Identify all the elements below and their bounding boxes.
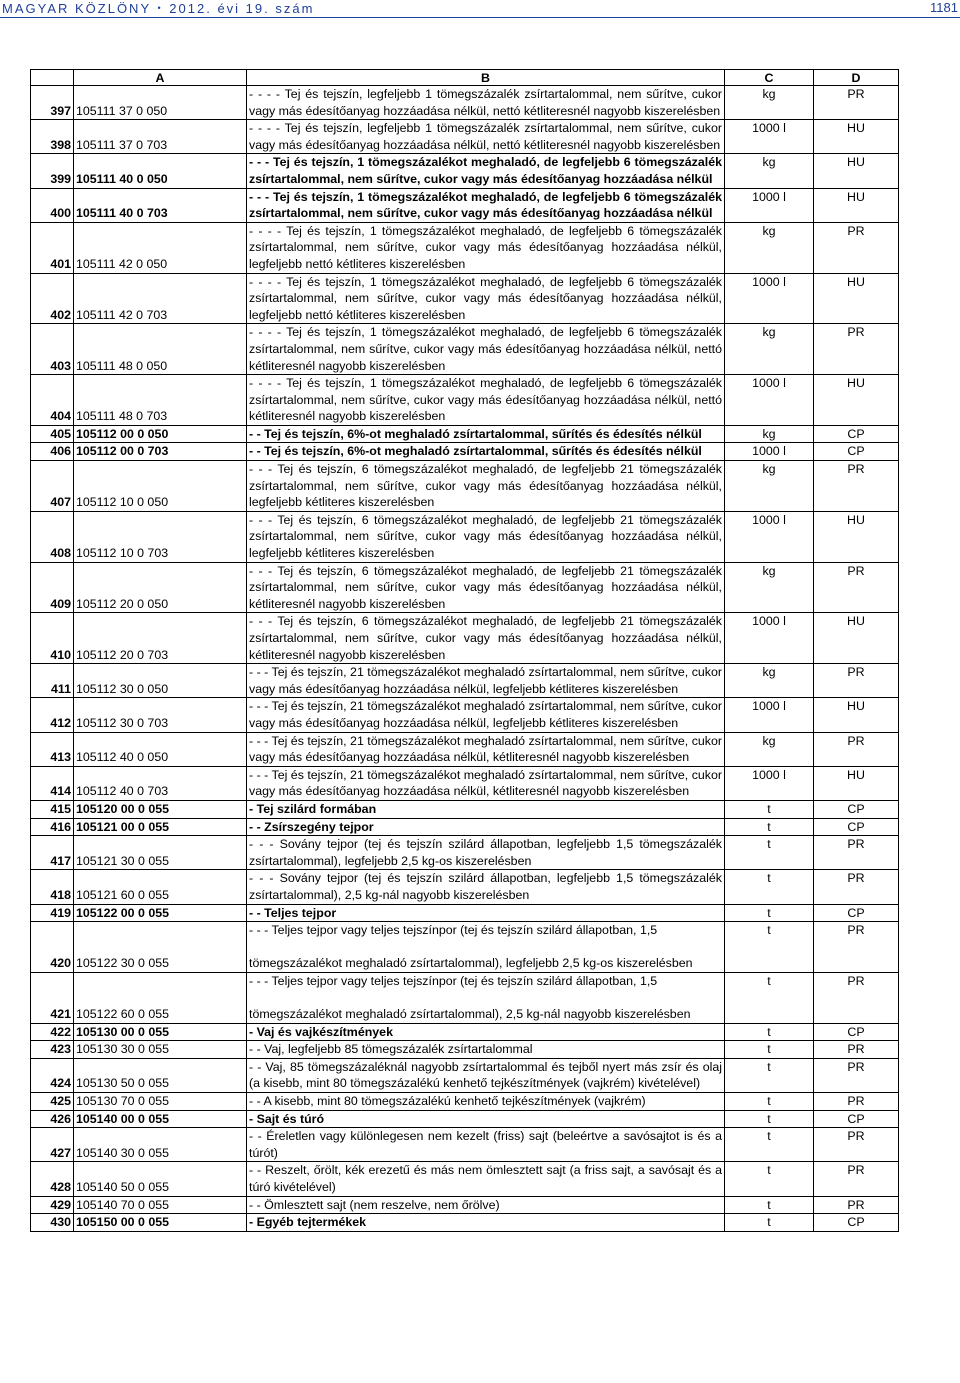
product-code: 105112 00 0 050 bbox=[74, 425, 247, 443]
product-code: 105111 37 0 703 bbox=[74, 120, 247, 154]
row-number: 424 bbox=[31, 1058, 74, 1092]
product-code: 105112 40 0 703 bbox=[74, 766, 247, 800]
product-description: - - - - Tej és tejszín, legfeljebb 1 tömegszázalék zsírtartalommal, nem sűrítve, cukor vagy más édesítőanyag hozzáadása nélkül, nettó kétliteresnél nagyobb kiszerelésben bbox=[247, 120, 725, 154]
unit-of-measure: t bbox=[725, 1041, 814, 1059]
journal-name: MAGYAR KÖZLÖNY bbox=[2, 1, 151, 16]
row-number: 416 bbox=[31, 818, 74, 836]
table-row bbox=[31, 1110, 899, 1128]
unit-of-measure: 1000 l bbox=[725, 698, 814, 732]
classification-code: HU bbox=[814, 375, 899, 426]
row-number: 407 bbox=[31, 461, 74, 512]
unit-of-measure: 1000 l bbox=[725, 120, 814, 154]
row-number: 417 bbox=[31, 836, 74, 870]
unit-of-measure: t bbox=[725, 1093, 814, 1111]
table-row bbox=[31, 375, 899, 426]
unit-of-measure: t bbox=[725, 904, 814, 922]
description-line-1: - - - Teljes tejpor vagy teljes tejszínpor (tej és tejszín szilárd állapotban, 1,5 bbox=[249, 923, 658, 938]
unit-of-measure: kg bbox=[725, 461, 814, 512]
classification-code: HU bbox=[814, 511, 899, 562]
product-table bbox=[30, 69, 899, 1232]
classification-code: HU bbox=[814, 273, 899, 324]
table-row bbox=[31, 613, 899, 664]
classification-code: PR bbox=[814, 1093, 899, 1111]
row-number: 402 bbox=[31, 273, 74, 324]
product-description bbox=[247, 922, 725, 973]
row-number: 412 bbox=[31, 698, 74, 732]
product-description: - Vaj és vajkészítmények bbox=[247, 1023, 725, 1041]
unit-of-measure: 1000 l bbox=[725, 273, 814, 324]
classification-code: PR bbox=[814, 1041, 899, 1059]
unit-of-measure: 1000 l bbox=[725, 375, 814, 426]
row-number: 405 bbox=[31, 425, 74, 443]
product-description: - - - Tej és tejszín, 21 tömegszázalékot meghaladó zsírtartalommal, nem sűrítve, cukor vagy más édesítőanyag hozzáadása nélkül, legfeljebb kétliteres kiszerelésben bbox=[247, 698, 725, 732]
product-code: 105112 20 0 050 bbox=[74, 562, 247, 613]
unit-of-measure: t bbox=[725, 1023, 814, 1041]
unit-of-measure: t bbox=[725, 800, 814, 818]
product-description: - - A kisebb, mint 80 tömegszázalékú kenhető tejkészítmények (vajkrém) bbox=[247, 1093, 725, 1111]
classification-code: PR bbox=[814, 972, 899, 1023]
product-description: - - Ömlesztett sajt (nem reszelve, nem őrölve) bbox=[247, 1196, 725, 1214]
product-description bbox=[247, 972, 725, 1023]
product-code: 105112 30 0 703 bbox=[74, 698, 247, 732]
row-number: 413 bbox=[31, 732, 74, 766]
product-description: - - - Tej és tejszín, 6 tömegszázalékot meghaladó, de legfeljebb 21 tömegszázalék zsírtartalommal, nem sűrítve, cukor vagy más édesítőanyag hozzáadása nélkül, kétliteresnél nagyobb kiszerelésben bbox=[247, 613, 725, 664]
column-header-a: A bbox=[74, 70, 247, 86]
description-spacer bbox=[249, 939, 722, 956]
unit-of-measure: kg bbox=[725, 154, 814, 188]
product-code: 105140 30 0 055 bbox=[74, 1128, 247, 1162]
unit-of-measure: kg bbox=[725, 664, 814, 698]
product-code: 105112 00 0 703 bbox=[74, 443, 247, 461]
unit-of-measure: 1000 l bbox=[725, 188, 814, 222]
product-description: - - Éreletlen vagy különlegesen nem kezelt (friss) sajt (beleértve a savósajtot is és a túrót) bbox=[247, 1128, 725, 1162]
description-line-1: - - - Teljes tejpor vagy teljes tejszínpor (tej és tejszín szilárd állapotban, 1,5 bbox=[249, 973, 658, 988]
unit-of-measure: t bbox=[725, 1110, 814, 1128]
table-row bbox=[31, 1023, 899, 1041]
classification-code: PR bbox=[814, 1162, 899, 1196]
product-code: 105112 40 0 050 bbox=[74, 732, 247, 766]
unit-of-measure: t bbox=[725, 836, 814, 870]
separator-dot: • bbox=[157, 3, 163, 13]
product-description: - - - Sovány tejpor (tej és tejszín szilárd állapotban, legfeljebb 1,5 tömegszázalék zsírtartalommal), legfeljebb 2,5 kg-os kiszerelésben bbox=[247, 836, 725, 870]
product-code: 105111 48 0 050 bbox=[74, 324, 247, 375]
product-code: 105121 30 0 055 bbox=[74, 836, 247, 870]
unit-of-measure: 1000 l bbox=[725, 613, 814, 664]
product-code: 105140 00 0 055 bbox=[74, 1110, 247, 1128]
row-number: 429 bbox=[31, 1196, 74, 1214]
product-code: 105122 30 0 055 bbox=[74, 922, 247, 973]
classification-code: CP bbox=[814, 425, 899, 443]
product-description: - - - Tej és tejszín, 1 tömegszázalékot meghaladó, de legfeljebb 6 tömegszázalék zsírtartalommal, nem sűrítve, cukor vagy más édesítőanyag hozzáadása nélkül bbox=[247, 154, 725, 188]
row-number: 418 bbox=[31, 870, 74, 904]
classification-code: CP bbox=[814, 1110, 899, 1128]
table-row bbox=[31, 836, 899, 870]
product-description: - - - Sovány tejpor (tej és tejszín szilárd állapotban, legfeljebb 1,5 tömegszázalék zsírtartalommal), 2,5 kg-nál nagyobb kiszerelésben bbox=[247, 870, 725, 904]
table-row bbox=[31, 1162, 899, 1196]
row-number: 430 bbox=[31, 1214, 74, 1232]
table-row bbox=[31, 120, 899, 154]
unit-of-measure: t bbox=[725, 1058, 814, 1092]
table-row bbox=[31, 154, 899, 188]
table-row bbox=[31, 800, 899, 818]
table-row bbox=[31, 698, 899, 732]
classification-code: PR bbox=[814, 836, 899, 870]
product-code: 105122 60 0 055 bbox=[74, 972, 247, 1023]
description-line-2: tömegszázalékot meghaladó zsírtartalommal), 2,5 kg-nál nagyobb kiszerelésben bbox=[249, 1007, 691, 1022]
product-description: - Sajt és túró bbox=[247, 1110, 725, 1128]
product-code: 105121 60 0 055 bbox=[74, 870, 247, 904]
unit-of-measure: kg bbox=[725, 732, 814, 766]
unit-of-measure: 1000 l bbox=[725, 511, 814, 562]
product-code: 105140 70 0 055 bbox=[74, 1196, 247, 1214]
table-row bbox=[31, 1093, 899, 1111]
table-row bbox=[31, 1196, 899, 1214]
product-code: 105112 10 0 050 bbox=[74, 461, 247, 512]
table-row bbox=[31, 922, 899, 973]
product-description: - - Reszelt, őrölt, kék erezetű és más nem ömlesztett sajt (a friss sajt, a savósajt és a túró kivételével) bbox=[247, 1162, 725, 1196]
journal-title bbox=[2, 0, 314, 17]
product-code: 105112 20 0 703 bbox=[74, 613, 247, 664]
unit-of-measure: 1000 l bbox=[725, 766, 814, 800]
product-description: - - - Tej és tejszín, 6 tömegszázalékot meghaladó, de legfeljebb 21 tömegszázalék zsírtartalommal, nem sűrítve, cukor vagy más édesítőanyag hozzáadása nélkül, kétliteresnél nagyobb kiszerelésben bbox=[247, 562, 725, 613]
column-header-row bbox=[31, 70, 899, 86]
row-number: 410 bbox=[31, 613, 74, 664]
row-number: 406 bbox=[31, 443, 74, 461]
row-number: 428 bbox=[31, 1162, 74, 1196]
product-description: - - - - Tej és tejszín, 1 tömegszázalékot meghaladó, de legfeljebb 6 tömegszázalék zsírtartalommal, nem sűrítve, cukor vagy más édesítőanyag hozzáadása nélkül, nettó kétliteresnél nagyobb kiszerelésben bbox=[247, 375, 725, 426]
classification-code: CP bbox=[814, 1214, 899, 1232]
classification-code: PR bbox=[814, 732, 899, 766]
row-number: 414 bbox=[31, 766, 74, 800]
table-row bbox=[31, 1214, 899, 1232]
row-number: 419 bbox=[31, 904, 74, 922]
row-number: 408 bbox=[31, 511, 74, 562]
table-row bbox=[31, 188, 899, 222]
unit-of-measure: 1000 l bbox=[725, 443, 814, 461]
classification-code: PR bbox=[814, 922, 899, 973]
unit-of-measure: t bbox=[725, 1196, 814, 1214]
unit-of-measure: kg bbox=[725, 222, 814, 273]
table-row bbox=[31, 86, 899, 120]
classification-code: HU bbox=[814, 613, 899, 664]
product-code: 105120 00 0 055 bbox=[74, 800, 247, 818]
product-code: 105111 48 0 703 bbox=[74, 375, 247, 426]
row-number: 425 bbox=[31, 1093, 74, 1111]
classification-code: HU bbox=[814, 766, 899, 800]
product-description: - - Teljes tejpor bbox=[247, 904, 725, 922]
product-description: - - Vaj, 85 tömegszázaléknál nagyobb zsírtartalommal és tejből nyert más zsír és olaj (a kisebb, mint 80 tömegszázalékú kenhető tejkészítmények (vajkrém) kivételével) bbox=[247, 1058, 725, 1092]
classification-code: PR bbox=[814, 664, 899, 698]
page-header bbox=[0, 0, 960, 20]
product-description: - - - Tej és tejszín, 6 tömegszázalékot meghaladó, de legfeljebb 21 tömegszázalék zsírtartalommal, nem sűrítve, cukor vagy más édesítőanyag hozzáadása nélkül, legfeljebb kétliteres kiszerelésben bbox=[247, 461, 725, 512]
row-number: 423 bbox=[31, 1041, 74, 1059]
product-description: - Egyéb tejtermékek bbox=[247, 1214, 725, 1232]
table-row bbox=[31, 273, 899, 324]
unit-of-measure: t bbox=[725, 972, 814, 1023]
unit-of-measure: t bbox=[725, 1162, 814, 1196]
product-description: - - - - Tej és tejszín, 1 tömegszázalékot meghaladó, de legfeljebb 6 tömegszázalék zsírtartalommal, nem sűrítve, cukor vagy más édesítőanyag hozzáadása nélkül, nettó kétliteresnél nagyobb kiszerelésben bbox=[247, 324, 725, 375]
product-code: 105121 00 0 055 bbox=[74, 818, 247, 836]
product-description: - Tej szilárd formában bbox=[247, 800, 725, 818]
table-row bbox=[31, 1128, 899, 1162]
product-description: - - Zsírszegény tejpor bbox=[247, 818, 725, 836]
unit-of-measure: t bbox=[725, 818, 814, 836]
classification-code: PR bbox=[814, 86, 899, 120]
product-description: - - Vaj, legfeljebb 85 tömegszázalék zsírtartalommal bbox=[247, 1041, 725, 1059]
row-number: 400 bbox=[31, 188, 74, 222]
product-code: 105130 30 0 055 bbox=[74, 1041, 247, 1059]
classification-code: CP bbox=[814, 904, 899, 922]
unit-of-measure: t bbox=[725, 1214, 814, 1232]
product-description: - - - Tej és tejszín, 1 tömegszázalékot meghaladó, de legfeljebb 6 tömegszázalék zsírtartalommal, nem sűrítve, cukor vagy más édesítőanyag hozzáadása nélkül bbox=[247, 188, 725, 222]
product-description: - - Tej és tejszín, 6%-ot meghaladó zsírtartalommal, sűrítés és édesítés nélkül bbox=[247, 425, 725, 443]
product-code: 105111 40 0 703 bbox=[74, 188, 247, 222]
column-header-blank bbox=[31, 70, 74, 86]
product-description: - - - Tej és tejszín, 21 tömegszázalékot meghaladó zsírtartalommal, nem sűrítve, cukor vagy más édesítőanyag hozzáadása nélkül, kétliteresnél nagyobb kiszerelésben bbox=[247, 732, 725, 766]
classification-code: HU bbox=[814, 154, 899, 188]
product-code: 105122 00 0 055 bbox=[74, 904, 247, 922]
unit-of-measure: kg bbox=[725, 324, 814, 375]
table-row bbox=[31, 972, 899, 1023]
table-row bbox=[31, 1058, 899, 1092]
row-number: 409 bbox=[31, 562, 74, 613]
product-description: - - - Tej és tejszín, 21 tömegszázalékot meghaladó zsírtartalommal, nem sűrítve, cukor vagy más édesítőanyag hozzáadása nélkül, legfeljebb kétliteres kiszerelésben bbox=[247, 664, 725, 698]
product-description: - - - - Tej és tejszín, 1 tömegszázalékot meghaladó, de legfeljebb 6 tömegszázalék zsírtartalommal, nem sűrítve, cukor vagy más édesítőanyag hozzáadása nélkül, legfeljebb nettó kétliteres kiszerelésben bbox=[247, 273, 725, 324]
row-number: 397 bbox=[31, 86, 74, 120]
classification-code: CP bbox=[814, 818, 899, 836]
issue-label: 2012. évi 19. szám bbox=[169, 1, 315, 16]
classification-code: HU bbox=[814, 120, 899, 154]
table-row bbox=[31, 562, 899, 613]
classification-code: PR bbox=[814, 562, 899, 613]
column-header-b: B bbox=[247, 70, 725, 86]
page-number: 1181 bbox=[930, 0, 958, 15]
row-number: 420 bbox=[31, 922, 74, 973]
row-number: 411 bbox=[31, 664, 74, 698]
unit-of-measure: t bbox=[725, 922, 814, 973]
product-code: 105112 10 0 703 bbox=[74, 511, 247, 562]
table-row bbox=[31, 461, 899, 512]
table-row bbox=[31, 664, 899, 698]
row-number: 427 bbox=[31, 1128, 74, 1162]
classification-code: HU bbox=[814, 188, 899, 222]
product-code: 105140 50 0 055 bbox=[74, 1162, 247, 1196]
product-code: 105111 37 0 050 bbox=[74, 86, 247, 120]
table-row bbox=[31, 511, 899, 562]
row-number: 415 bbox=[31, 800, 74, 818]
table-row bbox=[31, 732, 899, 766]
column-header-c: C bbox=[725, 70, 814, 86]
row-number: 398 bbox=[31, 120, 74, 154]
table-row bbox=[31, 870, 899, 904]
classification-code: PR bbox=[814, 1196, 899, 1214]
classification-code: CP bbox=[814, 800, 899, 818]
unit-of-measure: t bbox=[725, 870, 814, 904]
row-number: 399 bbox=[31, 154, 74, 188]
product-description: - - - Tej és tejszín, 6 tömegszázalékot meghaladó, de legfeljebb 21 tömegszázalék zsírtartalommal, nem sűrítve, cukor vagy más édesítőanyag hozzáadása nélkül, legfeljebb kétliteres kiszerelésben bbox=[247, 511, 725, 562]
classification-code: PR bbox=[814, 1128, 899, 1162]
row-number: 426 bbox=[31, 1110, 74, 1128]
unit-of-measure: kg bbox=[725, 425, 814, 443]
product-code: 105130 00 0 055 bbox=[74, 1023, 247, 1041]
unit-of-measure: kg bbox=[725, 562, 814, 613]
classification-code: PR bbox=[814, 222, 899, 273]
row-number: 401 bbox=[31, 222, 74, 273]
row-number: 403 bbox=[31, 324, 74, 375]
product-code: 105130 70 0 055 bbox=[74, 1093, 247, 1111]
row-number: 404 bbox=[31, 375, 74, 426]
product-code: 105111 42 0 703 bbox=[74, 273, 247, 324]
classification-code: CP bbox=[814, 443, 899, 461]
description-spacer bbox=[249, 989, 722, 1006]
table-row bbox=[31, 222, 899, 273]
table-row bbox=[31, 904, 899, 922]
product-code: 105112 30 0 050 bbox=[74, 664, 247, 698]
unit-of-measure: kg bbox=[725, 86, 814, 120]
product-description: - - - - Tej és tejszín, legfeljebb 1 tömegszázalék zsírtartalommal, nem sűrítve, cukor vagy más édesítőanyag hozzáadása nélkül, nettó kétliteresnél nagyobb kiszerelésben bbox=[247, 86, 725, 120]
header-rule bbox=[0, 17, 960, 18]
product-code: 105130 50 0 055 bbox=[74, 1058, 247, 1092]
table-row bbox=[31, 425, 899, 443]
product-code: 105111 40 0 050 bbox=[74, 154, 247, 188]
table-row bbox=[31, 1041, 899, 1059]
product-description: - - Tej és tejszín, 6%-ot meghaladó zsírtartalommal, sűrítés és édesítés nélkül bbox=[247, 443, 725, 461]
table-row bbox=[31, 766, 899, 800]
product-code: 105111 42 0 050 bbox=[74, 222, 247, 273]
table-row bbox=[31, 818, 899, 836]
classification-code: PR bbox=[814, 461, 899, 512]
classification-code: PR bbox=[814, 1058, 899, 1092]
classification-code: PR bbox=[814, 324, 899, 375]
product-description: - - - Tej és tejszín, 21 tömegszázalékot meghaladó zsírtartalommal, nem sűrítve, cukor vagy más édesítőanyag hozzáadása nélkül, kétliteresnél nagyobb kiszerelésben bbox=[247, 766, 725, 800]
unit-of-measure: t bbox=[725, 1128, 814, 1162]
column-header-d: D bbox=[814, 70, 899, 86]
table-body bbox=[31, 86, 899, 1232]
table-row bbox=[31, 443, 899, 461]
table-row bbox=[31, 324, 899, 375]
classification-code: CP bbox=[814, 1023, 899, 1041]
product-description: - - - - Tej és tejszín, 1 tömegszázalékot meghaladó, de legfeljebb 6 tömegszázalék zsírtartalommal, nem sűrítve, cukor vagy más édesítőanyag hozzáadása nélkül, legfeljebb nettó kétliteres kiszerelésben bbox=[247, 222, 725, 273]
classification-code: HU bbox=[814, 698, 899, 732]
classification-code: PR bbox=[814, 870, 899, 904]
row-number: 421 bbox=[31, 972, 74, 1023]
row-number: 422 bbox=[31, 1023, 74, 1041]
description-line-2: tömegszázalékot meghaladó zsírtartalommal), legfeljebb 2,5 kg-os kiszerelésben bbox=[249, 956, 693, 971]
product-code: 105150 00 0 055 bbox=[74, 1214, 247, 1232]
